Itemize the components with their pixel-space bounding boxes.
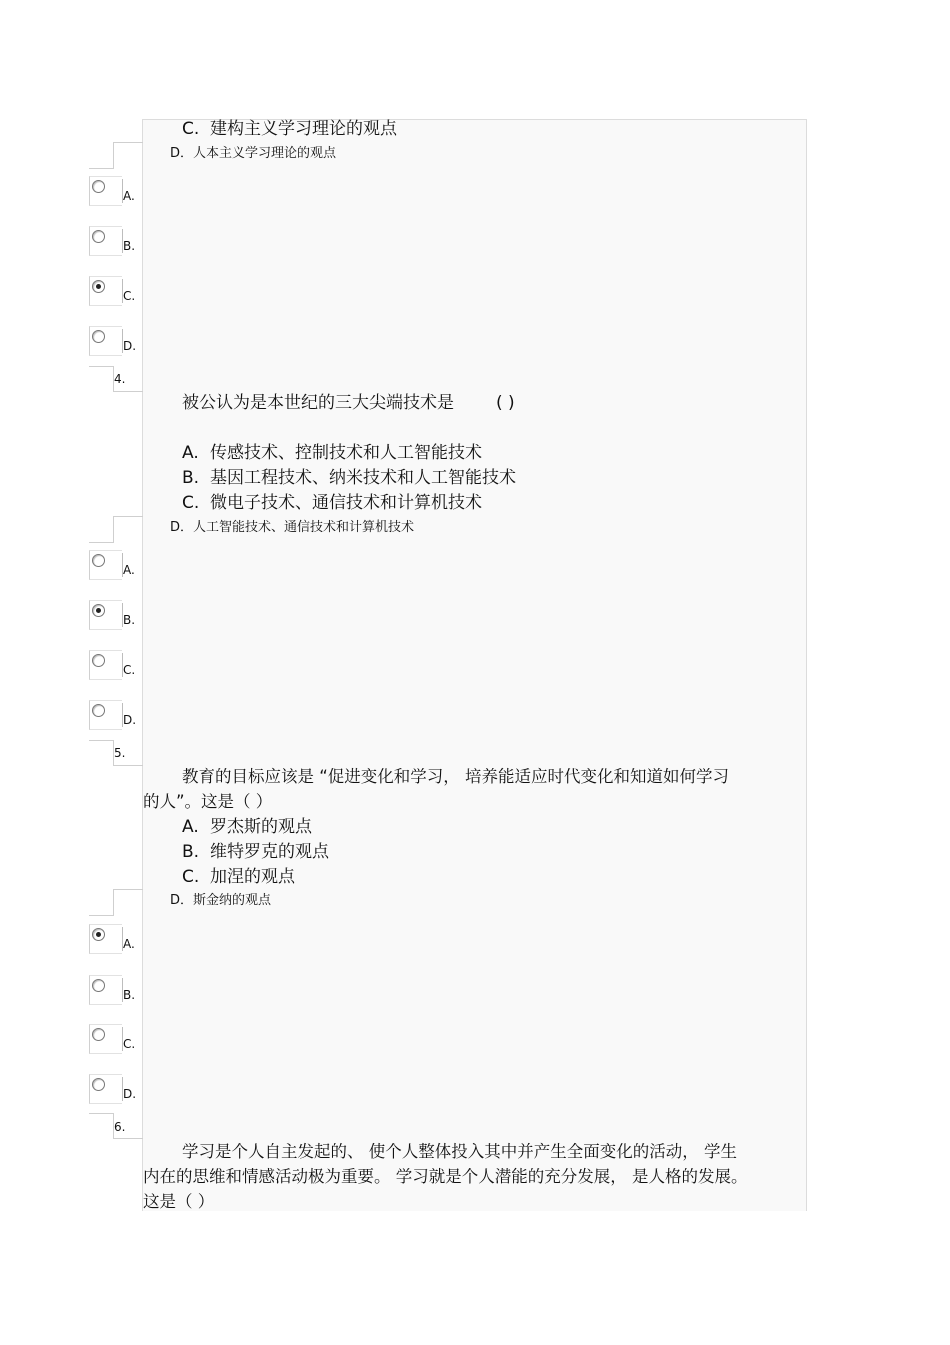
- q5-stem-line1: 教育的目标应该是 “促进变化和学习， 培养能适应时代变化和知道如何学习: [182, 767, 730, 786]
- q4-option-c-text: 微电子技术、通信技术和计算机技术: [210, 493, 482, 513]
- radio-button[interactable]: [92, 979, 105, 992]
- q4-answer-b[interactable]: [89, 600, 136, 630]
- q5-option-a-letter: A.: [182, 817, 199, 837]
- q5-option-a-text: 罗杰斯的观点: [210, 817, 312, 837]
- q4-option-c: [182, 492, 482, 514]
- q6-stem-line2: 内在的思维和情感活动极为重要。 学习就是个人潜能的充分发展， 是人格的发展。: [143, 1167, 748, 1186]
- step-line: [89, 740, 114, 741]
- q6-stem-line3: 这是（ ）: [143, 1192, 215, 1211]
- q4-option-b-text: 基因工程技术、纳米技术和人工智能技术: [210, 468, 516, 488]
- q5-option-b-letter: B.: [182, 842, 200, 862]
- radio-button[interactable]: [92, 654, 105, 667]
- answer-label: D.: [123, 339, 137, 353]
- radio-button[interactable]: [92, 704, 105, 717]
- q4-option-a-letter: A.: [182, 443, 199, 463]
- step-line: [113, 391, 143, 392]
- q3-option-c-text: 建构主义学习理论的观点: [210, 119, 397, 139]
- q5-option-c: [182, 866, 295, 888]
- answer-label: A.: [123, 189, 135, 203]
- q3-option-c-letter: C.: [182, 119, 200, 139]
- q3-option-d: D．人本主义学习理论的观点: [170, 146, 337, 161]
- q3-answer-a[interactable]: [89, 176, 135, 206]
- answer-label: D.: [123, 1087, 137, 1101]
- q5-answer-b[interactable]: [89, 975, 136, 1005]
- radio-button[interactable]: [92, 604, 105, 617]
- step-line: [89, 1113, 114, 1114]
- q5-option-d: D．斯金纳的观点: [170, 893, 272, 908]
- q4-stem-text: 被公认为是本世纪的三大尖端技术是: [182, 393, 454, 413]
- answer-label: B.: [123, 239, 136, 253]
- q4-option-a: [182, 442, 482, 464]
- answer-label: A.: [123, 937, 135, 951]
- q5-answer-d[interactable]: [89, 1074, 137, 1104]
- radio-button[interactable]: [92, 330, 105, 343]
- q4-option-a-text: 传感技术、控制技术和人工智能技术: [210, 443, 482, 463]
- answer-label: A.: [123, 563, 135, 577]
- answer-label: C.: [123, 1037, 136, 1051]
- q5-number: 5.: [114, 746, 126, 760]
- step-line: [113, 889, 143, 890]
- q3-option-c: [182, 118, 397, 140]
- q4-option-d: D．人工智能技术、通信技术和计算机技术: [170, 520, 415, 535]
- step-line: [113, 516, 114, 542]
- q4-blank: ( ): [496, 393, 515, 413]
- radio-button[interactable]: [92, 280, 105, 293]
- answer-label: B.: [123, 613, 136, 627]
- step-line: [113, 765, 143, 766]
- q5-option-c-text: 加涅的观点: [210, 867, 295, 887]
- q5-option-a: [182, 816, 312, 838]
- q4-stem: [182, 392, 515, 414]
- step-line: [89, 366, 114, 367]
- q4-answer-a[interactable]: [89, 550, 135, 580]
- q4-answer-c[interactable]: [89, 650, 136, 680]
- answer-label: D.: [123, 713, 137, 727]
- q5-option-b-text: 维特罗克的观点: [210, 842, 329, 862]
- answer-label: B.: [123, 988, 136, 1002]
- q5-answer-a[interactable]: [89, 924, 135, 954]
- answer-label: C.: [123, 289, 136, 303]
- step-line: [113, 142, 143, 143]
- q3-answer-c[interactable]: [89, 276, 136, 306]
- q4-option-b: [182, 467, 516, 489]
- step-line: [89, 915, 114, 916]
- q4-number: 4.: [114, 372, 126, 386]
- radio-button[interactable]: [92, 1078, 105, 1091]
- q4-answer-d[interactable]: [89, 700, 137, 730]
- radio-button[interactable]: [92, 230, 105, 243]
- step-line: [89, 168, 114, 169]
- q5-answer-c[interactable]: [89, 1024, 136, 1054]
- q3-answer-d[interactable]: [89, 326, 137, 356]
- q4-option-b-letter: B.: [182, 468, 200, 488]
- q5-option-c-letter: C.: [182, 867, 200, 887]
- radio-button[interactable]: [92, 554, 105, 567]
- radio-button[interactable]: [92, 928, 105, 941]
- radio-button[interactable]: [92, 180, 105, 193]
- step-line: [113, 1138, 143, 1139]
- q3-answer-b[interactable]: [89, 226, 136, 256]
- step-line: [113, 142, 114, 168]
- answer-label: C.: [123, 663, 136, 677]
- q5-option-b: [182, 841, 329, 863]
- q6-stem-line1: 学习是个人自主发起的、 使个人整体投入其中并产生全面变化的活动， 学生: [182, 1142, 737, 1161]
- step-line: [89, 542, 114, 543]
- step-line: [113, 516, 143, 517]
- radio-button[interactable]: [92, 1028, 105, 1041]
- question-panel: [142, 119, 807, 1211]
- q4-option-c-letter: C.: [182, 493, 200, 513]
- step-line: [113, 889, 114, 915]
- q5-stem-line2: 的人”。这是（ ）: [143, 792, 273, 811]
- q6-number: 6.: [114, 1120, 126, 1134]
